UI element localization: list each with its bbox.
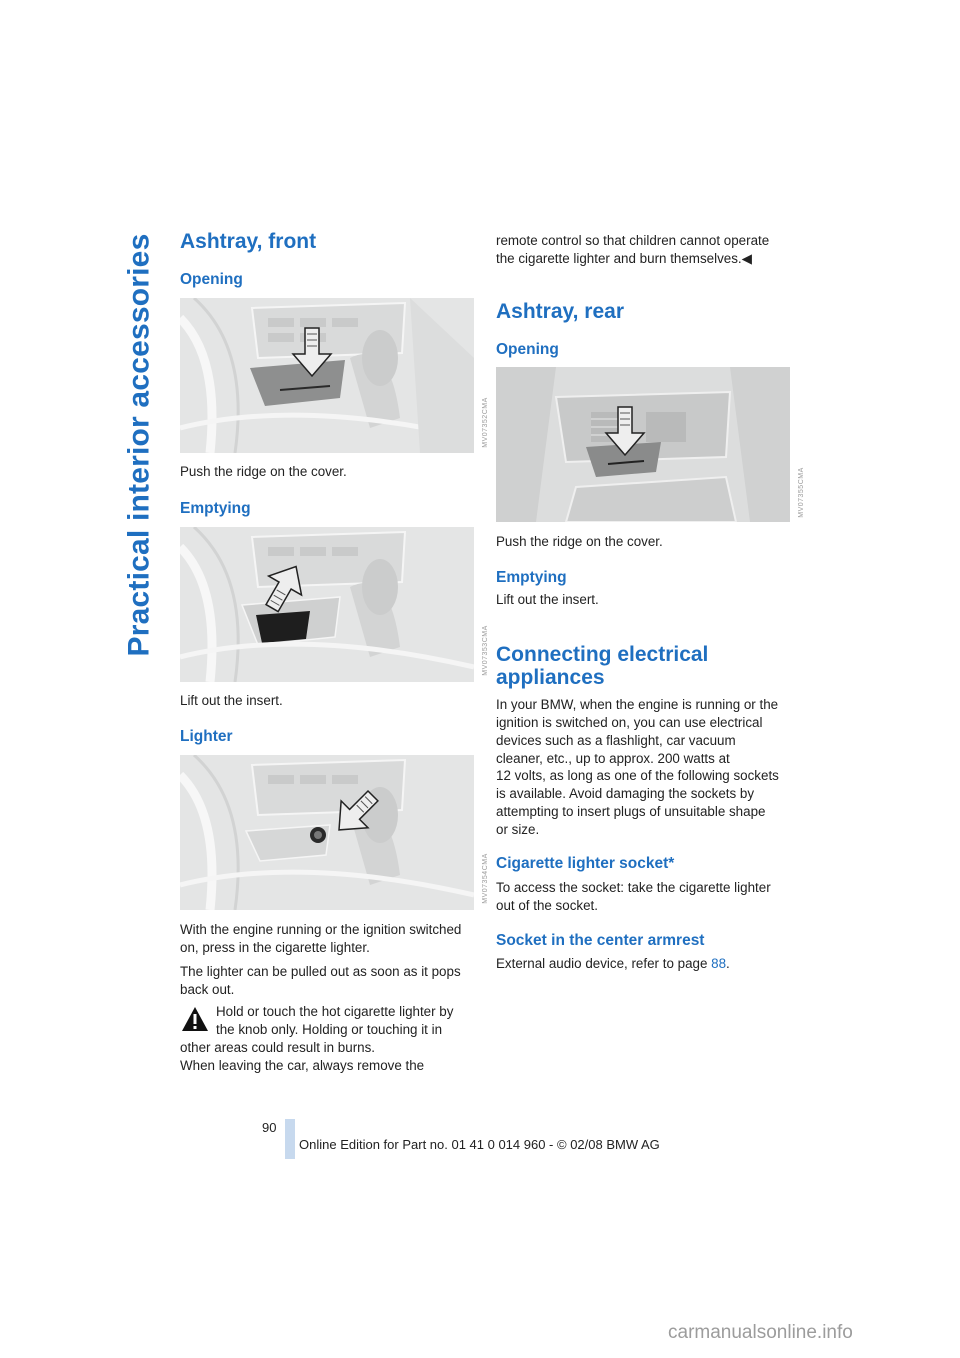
text-lighter-line1: With the engine running or the ignition switched [180,922,462,937]
subheading-armrest-socket: Socket in the center armrest [496,932,705,949]
text-connect-line3: devices such as a flashlight, car vacuum [496,733,736,748]
page-link-88[interactable]: 88 [711,956,727,971]
text-cig-socket-line1: To access the socket: take the cigarette lighter [496,880,771,895]
warning-text-line3: other areas could result in burns. [180,1040,376,1055]
text-connect-line4: cleaner, etc., up to approx. 200 watts at [496,751,730,766]
text-lift-insert: Lift out the insert. [180,693,283,708]
text-rear-push-ridge: Push the ridge on the cover. [496,534,663,549]
figure-front-ashtray-opening [180,298,474,453]
heading-connecting-line1: Connecting electrical [496,643,709,666]
footer-accent-bar [285,1119,295,1159]
text-popout-line2: back out. [180,982,235,997]
page-number: 90 [262,1120,277,1135]
figure-code-2: MV07353CMA [481,624,489,676]
text-connect-line2: ignition is switched on, you can use electrical [496,715,763,730]
subheading-emptying: Emptying [180,500,251,517]
figure-rear-ashtray-opening [496,367,790,522]
figure-code-3: MV07354CMA [481,852,489,904]
text-connect-line5: 12 volts, as long as one of the following sockets [496,768,779,783]
figure-front-ashtray-emptying [180,527,474,682]
subheading-rear-opening: Opening [496,341,559,358]
chapter-title-text: Practical interior accessories [122,233,156,657]
footer-edition-text: Online Edition for Part no. 01 41 0 014 960 - © 02/08 BMW AG [299,1137,660,1152]
text-push-ridge: Push the ridge on the cover. [180,464,347,479]
figure-cigarette-lighter [180,755,474,910]
text-connect-line8: or size. [496,822,540,837]
chapter-side-title [116,230,162,660]
text-popout-line1: The lighter can be pulled out as soon as it pops [180,964,461,979]
figure-code-1: MV07352CMA [481,396,489,448]
subheading-lighter: Lighter [180,728,233,745]
heading-ashtray-rear: Ashtray, rear [496,300,625,323]
text-cig-socket-line2: out of the socket. [496,898,598,913]
text-lighter-line2: on, press in the cigarette lighter. [180,940,370,955]
figure-code-4: MV07355CMA [797,466,805,518]
heading-ashtray-front: Ashtray, front [180,230,317,253]
text-armrest-socket: External audio device, refer to page 88. [496,956,730,971]
warning-continued-line1: remote control so that children cannot operate [496,233,770,248]
subheading-rear-emptying: Emptying [496,569,567,586]
text-rear-lift-insert: Lift out the insert. [496,592,599,607]
warning-continued-line2: the cigarette lighter and burn themselves.◀ [496,251,752,266]
text-connect-line6: is available. Avoid damaging the sockets by [496,786,755,801]
subheading-cigarette-socket: Cigarette lighter socket* [496,855,675,872]
text-connect-line1: In your BMW, when the engine is running or the [496,697,779,712]
warning-text-line1: Hold or touch the hot cigarette lighter by [216,1004,454,1019]
subheading-opening: Opening [180,271,243,288]
text-connect-line7: attempting to insert plugs of unsuitable shape [496,804,766,819]
warning-text-line4: When leaving the car, always remove the [180,1058,425,1073]
heading-connecting-line2: appliances [496,666,605,689]
warning-icon [181,1006,209,1037]
warning-text-line2: the knob only. Holding or touching it in [216,1022,443,1037]
watermark-text: carmanualsonline.info [668,1322,853,1343]
